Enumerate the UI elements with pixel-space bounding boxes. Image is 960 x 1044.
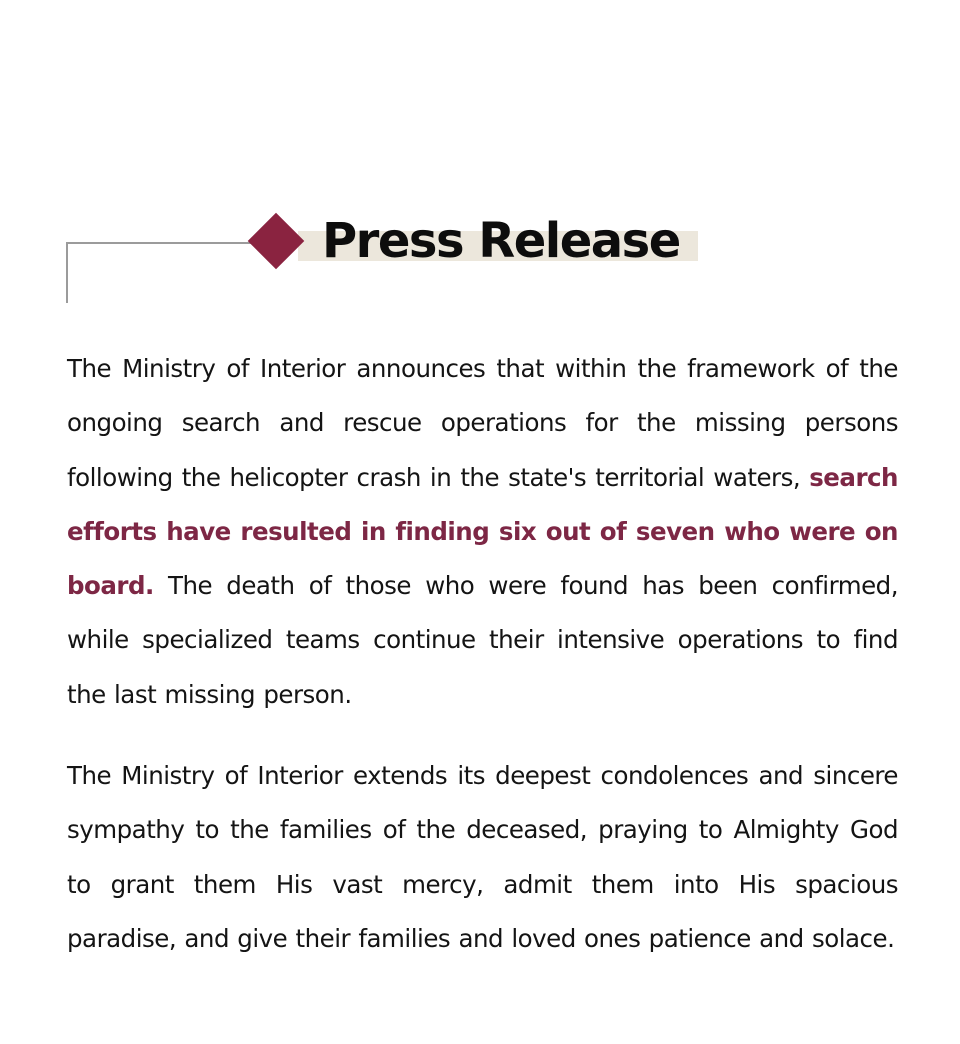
decorative-bracket-vertical [66,242,68,303]
paragraph-text: The Ministry of Interior announces that within the framework of the ongoing search and rescue operations for the missing persons following the helicopter crash in the state's territorial waters, [67,354,898,492]
highlighted-text: search efforts have resulted in finding six out of seven who were on board. [67,462,898,601]
paragraph-announcement [67,342,898,722]
paragraph-condolences: The Ministry of Interior extends its deepest condolences and sincere sympathy to the families of the deceased, praying to Almighty God to grant them His vast mercy, admit them into His spacious paradise, and give their families and loved ones patience and solace. [67,761,898,953]
page-title: Press Release [322,213,680,269]
header [0,0,960,320]
paragraph-text: The death of those who were found has been confirmed, while specialized teams continue their intensive operations to find the last missing person. [67,571,898,709]
press-release-body [67,342,898,966]
decorative-bracket-horizontal [66,242,262,244]
diamond-icon [248,213,305,270]
